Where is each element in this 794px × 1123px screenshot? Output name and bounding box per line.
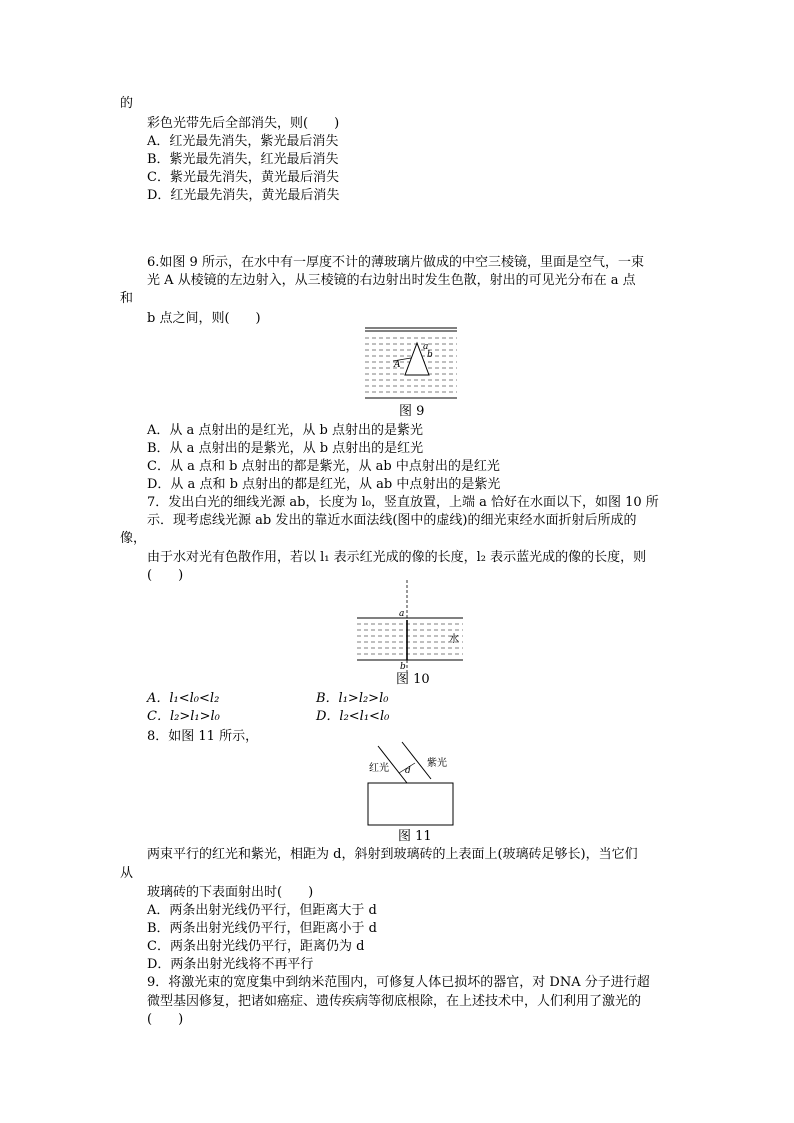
figure-11-caption: 图 11 bbox=[398, 829, 432, 844]
label-violet-light: 紫光 bbox=[427, 758, 447, 769]
figure-9-caption: 图 9 bbox=[399, 404, 425, 419]
q5-option-c: C．紫光最先消失，黄光最后消失 bbox=[147, 170, 339, 185]
q8-option-a: A．两条出射光线仍平行，但距离大于 d bbox=[147, 903, 377, 918]
q7-option-c: C．l₂>l₁>l₀ bbox=[147, 709, 220, 724]
q6-stem-line-1: 6.如图 9 所示，在水中有一厚度不计的薄玻璃片做成的中空三棱镜，里面是空气，一束 bbox=[147, 255, 644, 270]
figure-11-glass-brick bbox=[365, 741, 457, 827]
q9-stem-line-2: 微型基因修复，把诸如癌症、遗传疾病等彻底根除，在上述技术中，人们利用了激光的 bbox=[147, 994, 642, 1009]
q8-stem-line-4: 玻璃砖的下表面射出时( ) bbox=[147, 885, 314, 900]
label-b: b bbox=[427, 350, 433, 360]
label-d: d bbox=[405, 766, 411, 776]
q6-option-c: C．从 a 点和 b 点射出的都是紫光，从 ab 中点射出的是红光 bbox=[147, 459, 500, 474]
q7-option-b: B．l₁>l₂>l₀ bbox=[316, 691, 389, 706]
q7-stem-line-4: 由于水对光有色散作用，若以 l₁ 表示红光成的像的长度，l₂ 表示蓝光成的像的长度，则 bbox=[147, 550, 647, 565]
q7-option-d: D．l₂<l₁<l₀ bbox=[316, 709, 390, 724]
figure-9-prism-in-water bbox=[365, 327, 457, 399]
glass-brick bbox=[368, 783, 453, 825]
q5-continuation-2: 彩色光带先后全部消失，则( ) bbox=[147, 116, 340, 131]
q7-option-a: A．l₁<l₀<l₂ bbox=[147, 691, 220, 706]
label-red-light: 红光 bbox=[369, 763, 389, 774]
q5-option-b: B．紫光最先消失，红光最后消失 bbox=[147, 152, 339, 167]
figure-10-caption: 图 10 bbox=[396, 672, 430, 687]
q6-stem-line-4: b 点之间，则( ) bbox=[147, 311, 261, 326]
q5-continuation-1: 的 bbox=[120, 96, 134, 111]
q8-stem-line-1: 8．如图 11 所示， bbox=[147, 729, 259, 744]
q6-option-d: D．从 a 点和 b 点射出的都是红光，从 ab 中点射出的是紫光 bbox=[147, 477, 501, 492]
q7-stem-line-2: 示．现考虑线光源 ab 发出的靠近水面法线(图中的虚线)的细光束经水面折射后所成的 bbox=[147, 513, 637, 528]
q5-option-d: D．红光最先消失，黄光最后消失 bbox=[147, 188, 340, 203]
label-b: b bbox=[400, 662, 406, 672]
label-a: a bbox=[423, 342, 429, 352]
q6-option-b: B．从 a 点射出的是紫光，从 b 点射出的是红光 bbox=[147, 441, 424, 456]
q9-stem-line-1: 9．将激光束的宽度集中到纳米范围内，可修复人体已损坏的器官，对 DNA 分子进行超 bbox=[147, 975, 650, 990]
q6-stem-line-3: 和 bbox=[120, 291, 134, 306]
label-water: 水 bbox=[449, 634, 459, 645]
q8-stem-line-2: 两束平行的红光和紫光，相距为 d，斜射到玻璃砖的上表面上(玻璃砖足够长)，当它们 bbox=[147, 847, 638, 862]
q8-option-d: D．两条出射光线将不再平行 bbox=[147, 957, 314, 972]
q6-stem-line-2: 光 A 从棱镜的左边射入，从三棱镜的右边射出时发生色散，射出的可见光分布在 a 点 bbox=[147, 273, 636, 288]
q7-stem-line-3: 像， bbox=[120, 531, 147, 546]
figure-10-light-source-in-water bbox=[357, 580, 463, 672]
q5-option-a: A．红光最先消失，紫光最后消失 bbox=[147, 134, 339, 149]
q9-stem-line-3: ( ) bbox=[147, 1012, 184, 1027]
q8-stem-line-3: 从 bbox=[120, 866, 134, 881]
q8-option-b: B．两条出射光线仍平行，但距离小于 d bbox=[147, 921, 378, 936]
q8-option-c: C．两条出射光线仍平行，距离仍为 d bbox=[147, 939, 365, 954]
label-A: A bbox=[394, 360, 401, 370]
q7-stem-line-5: ( ) bbox=[147, 568, 184, 583]
q7-stem-line-1: 7．发出白光的细线光源 ab，长度为 l₀，竖直放置，上端 a 恰好在水面以下，如图 10 所 bbox=[147, 495, 659, 510]
q6-option-a: A．从 a 点射出的是红光，从 b 点射出的是紫光 bbox=[147, 423, 423, 438]
label-a: a bbox=[399, 609, 405, 619]
